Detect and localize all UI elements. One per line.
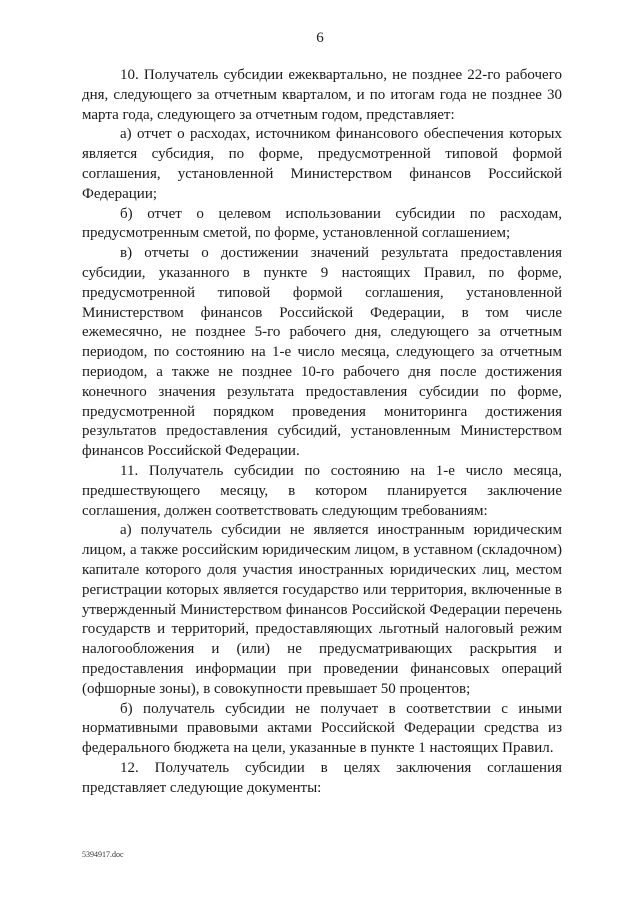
paragraph-10-a: а) отчет о расходах, источником финансового обеспечения которых является субсидия, по форме, предусмотренной типовой формой соглашения, установленной Министерством финансов Российской Федерации;: [82, 126, 562, 202]
document-body: [82, 66, 562, 798]
paragraph-10: 10. Получатель субсидии ежеквартально, не позднее 22-го рабочего дня, следующего за отчетным кварталом, и по итогам года не позднее 30 марта года, следующего за отчетным годом, представляет:: [82, 67, 562, 123]
paragraph-11-a: а) получатель субсидии не является иностранным юридическим лицом, а также российским юридическим лицом, в уставном (складочном) капитале которого доля участия иностранных юридических лиц, местом регистрации которых является государство или территория, включенные в утвержденный Министерством финансов Российской Федерации перечень государств и территорий, предоставляющих льготный налоговый режим налогообложения и (или) не предусматривающих раскрытия и предоставления информации при проведении финансовых операций (офшорные зоны), в совокупности превышает 50 процентов;: [82, 522, 562, 697]
paragraph-10-v: в) отчеты о достижении значений результата предоставления субсидии, указанного в пункте 9 настоящих Правил, по форме, предусмотренной типовой формой соглашения, установленной Министерством финансов Российской Федерации, в том числе ежемесячно, не позднее 5-го рабочего дня, следующего за отчетным периодом, по состоянию на 1-е число месяца, следующего за отчетным периодом, а также не позднее 10-го рабочего дня после достижения конечного значения результата предоставления субсидии по форме, предусмотренной порядком проведения мониторинга достижения результатов предоставления субсидий, установленным Министерством финансов Российской Федерации.: [82, 245, 562, 460]
paragraph-12: 12. Получатель субсидии в целях заключения соглашения представляет следующие документы:: [82, 759, 562, 796]
page-number: 6: [316, 30, 324, 46]
paragraph-11: 11. Получатель субсидии по состоянию на 1-е число месяца, предшествующего месяцу, в котором планируется заключение соглашения, должен соответствовать следующим требованиям:: [82, 462, 562, 519]
paragraph-10-b: б) отчет о целевом использовании субсидии по расходам, предусмотренным сметой, по форме, установленной соглашением;: [82, 205, 562, 242]
paragraph-11-b: б) получатель субсидии не получает в соответствии с иными нормативными правовыми актами Российской Федерации средства из федерального бюджета на цели, указанные в пункте 1 настоящих Правил.: [82, 700, 562, 757]
footer-file-code: 5394917.doc: [82, 850, 124, 859]
